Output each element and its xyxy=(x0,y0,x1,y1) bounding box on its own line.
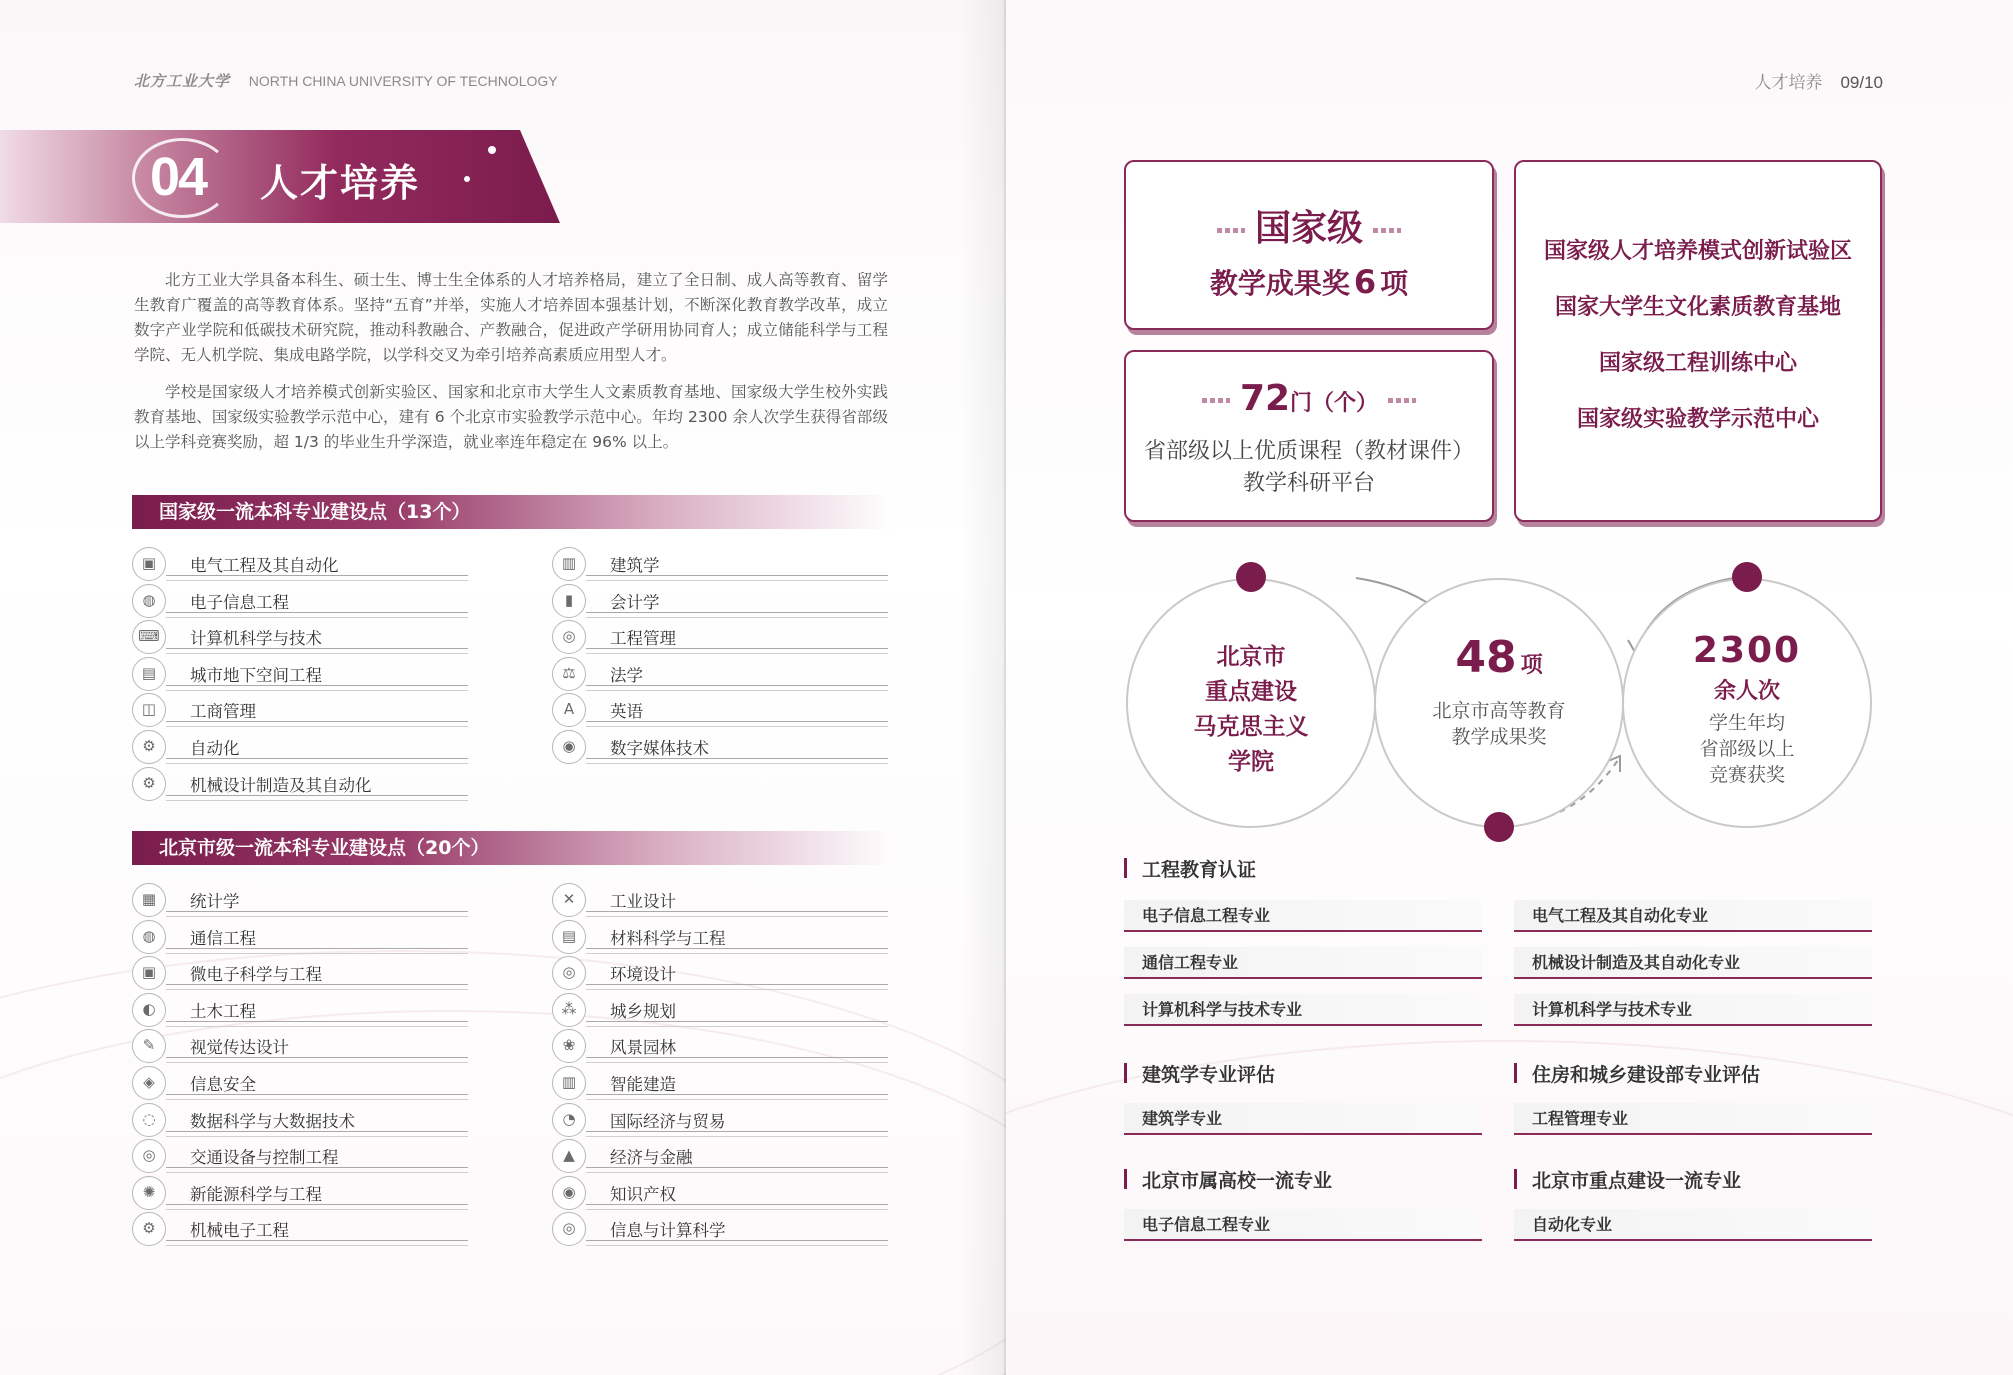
marxism-college-text: 北京市 重点建设 马克思主义 学院 xyxy=(1193,644,1309,775)
chapter-number: 04 xyxy=(150,147,207,207)
row-underline xyxy=(166,653,468,654)
major-item xyxy=(132,730,468,764)
major-item xyxy=(132,920,468,954)
major-label: 通信工程 xyxy=(190,928,256,948)
major-label: 自动化 xyxy=(190,739,240,758)
major-item xyxy=(552,1066,888,1100)
row-underline xyxy=(586,1209,888,1210)
marxism-college-circle xyxy=(1126,578,1376,828)
major-label: 会计学 xyxy=(610,592,660,612)
major-item xyxy=(552,730,888,764)
major-label: 计算机科学与技术 xyxy=(190,629,322,649)
major-item xyxy=(132,1066,468,1100)
row-underline xyxy=(586,617,888,618)
dash-decoration xyxy=(1217,228,1245,233)
major-label: 法学 xyxy=(610,665,643,685)
row-underline xyxy=(586,989,888,990)
row-underline xyxy=(586,726,888,727)
major-item xyxy=(132,993,468,1027)
arch-eval-item: 建筑学专业 xyxy=(1124,1103,1482,1135)
row-underline xyxy=(586,1062,888,1063)
major-item xyxy=(132,657,468,691)
major-item xyxy=(132,584,468,618)
microchip-icon: ▣ xyxy=(132,956,166,990)
brand-cn: 北方工业大学 xyxy=(134,72,231,90)
row-underline xyxy=(586,1172,888,1173)
major-item xyxy=(552,693,888,727)
national-base-item: 国家级实验教学示范中心 xyxy=(1576,407,1819,432)
design-icon: ✎ xyxy=(132,1029,166,1063)
finance-icon: ▲ xyxy=(552,1139,586,1173)
banner-dot xyxy=(464,176,470,182)
city-building-icon: ▤ xyxy=(132,657,166,691)
eng-cert-item: 机械设计制造及其自动化专业 xyxy=(1514,947,1872,979)
circle-dot xyxy=(1484,812,1514,842)
major-item xyxy=(552,584,888,618)
major-label: 数字媒体技术 xyxy=(610,739,709,758)
bulb-data-icon: ◌ xyxy=(132,1103,166,1137)
network-icon: ⁂ xyxy=(552,993,586,1027)
math-icon: ◎ xyxy=(552,1212,586,1246)
major-item xyxy=(552,620,888,654)
major-item xyxy=(132,956,468,990)
award-line: 教学成果奖 6 项 xyxy=(1209,263,1409,301)
row-underline xyxy=(586,763,888,764)
award-level: 国家级 xyxy=(1126,200,1492,251)
code-monitor-icon: ⌨ xyxy=(132,620,166,654)
major-item xyxy=(132,1212,468,1246)
teaching-award-card xyxy=(1124,160,1494,330)
row-underline xyxy=(166,1062,468,1063)
right-page xyxy=(1006,0,2013,1375)
brand-en: NORTH CHINA UNIVERSITY OF TECHNOLOGY xyxy=(248,73,558,89)
major-label: 土木工程 xyxy=(190,1001,256,1021)
shield-icon: ◈ xyxy=(132,1066,166,1100)
gears-icon: ⚙ xyxy=(132,767,166,801)
row-underline xyxy=(586,1245,888,1246)
major-label: 电子信息工程 xyxy=(190,592,289,612)
national-majors-heading: 国家级一流本科专业建设点（13个） xyxy=(132,495,892,529)
major-item xyxy=(552,1103,888,1137)
row-underline xyxy=(166,989,468,990)
traffic-icon: ◎ xyxy=(132,1139,166,1173)
bar-chart-icon: ▮ xyxy=(552,584,586,618)
row-underline xyxy=(166,763,468,764)
banner-dot xyxy=(488,146,496,154)
header-section-name: 人才培养 xyxy=(1754,73,1823,93)
scales-icon: ⚖ xyxy=(552,657,586,691)
major-item xyxy=(552,956,888,990)
competition-text: 学生年均 省部级以上 竞赛获奖 xyxy=(1699,712,1795,786)
major-label: 机械设计制造及其自动化 xyxy=(190,775,372,795)
major-label: 工程管理 xyxy=(610,629,676,649)
competition-count: 2300 xyxy=(1692,630,1802,671)
intro-paragraph-2: 学校是国家级人才培养模式创新实验区、国家和北京市大学生人文素质教育基地、国家级大学生校外实践教育基地、国家级实验教学示范中心，建有 6 个北京市实验教学示范中心。年均 2300 余人次学生获得省部级以上学科竞赛奖励，超 1/3 的毕业生升学深造，就业率连年稳定在 96% 以上。 xyxy=(134,383,888,451)
intro-paragraph-1: 北方工业大学具备本科生、硕士生、博士生全体系的人才培养格局，建立了全日制、成人高等教育、留学生教育广覆盖的高等教育体系。坚持“五育”并举，实施人才培养固本强基计划，不断深化教育教学改革，成立数字产业学院和低碳技术研究院，推动科教融合、产教融合，促进政产学研用协同育人；成立储能科学与工程学院、无人机学院、集成电路学院，以学科交叉为牵引培养高素质应用型人才。 xyxy=(134,271,888,364)
tools-icon: ✕ xyxy=(552,883,586,917)
major-item xyxy=(132,1029,468,1063)
major-label: 工业设计 xyxy=(610,892,676,911)
row-underline xyxy=(586,916,888,917)
courses-line1: 省部级以上优质课程（教材课件） xyxy=(1143,439,1474,464)
major-label: 材料科学与工程 xyxy=(610,928,726,948)
row-underline xyxy=(586,690,888,691)
beijing-award-circle xyxy=(1374,578,1624,828)
national-base-item: 国家大学生文化素质教育基地 xyxy=(1554,295,1841,320)
media-icon: ◉ xyxy=(552,730,586,764)
major-label: 信息与计算科学 xyxy=(610,1221,726,1241)
page-number: 09/10 xyxy=(1840,73,1883,92)
row-underline xyxy=(166,690,468,691)
major-item xyxy=(132,767,468,801)
major-label: 建筑学 xyxy=(610,556,660,575)
major-label: 智能建造 xyxy=(610,1075,676,1094)
circle-dot xyxy=(1732,562,1762,592)
statistics-icon: ▦ xyxy=(132,883,166,917)
robot-icon: ⚙ xyxy=(132,1212,166,1246)
row-underline xyxy=(586,1136,888,1137)
national-bases-card xyxy=(1514,160,1882,522)
globe-icon: ◐ xyxy=(132,993,166,1027)
major-label: 信息安全 xyxy=(190,1075,256,1094)
major-label: 微电子科学与工程 xyxy=(190,965,322,985)
eng-cert-heading: 工程教育认证 xyxy=(1124,855,1256,882)
major-label: 城乡规划 xyxy=(610,1001,676,1021)
row-underline xyxy=(166,916,468,917)
smart-building-icon: ▥ xyxy=(552,1066,586,1100)
major-item xyxy=(132,547,468,581)
major-label: 数据科学与大数据技术 xyxy=(190,1111,355,1131)
major-label: 风景园林 xyxy=(610,1038,676,1058)
major-item xyxy=(552,920,888,954)
major-item xyxy=(552,1029,888,1063)
circle-dot xyxy=(1236,562,1266,592)
major-label: 视觉传达设计 xyxy=(190,1038,289,1058)
major-item xyxy=(132,1103,468,1137)
row-underline xyxy=(166,1099,468,1100)
row-underline xyxy=(166,726,468,727)
courses-count: 72门（个） xyxy=(1126,378,1492,419)
communication-icon: ◍ xyxy=(132,920,166,954)
robot-arm-icon: ⚙ xyxy=(132,730,166,764)
major-label: 交通设备与控制工程 xyxy=(190,1148,339,1168)
housing-eval-heading: 住房和城乡建设部专业评估 xyxy=(1514,1060,1760,1087)
dash-decoration xyxy=(1373,228,1401,233)
major-item xyxy=(552,993,888,1027)
engineering-icon: ◎ xyxy=(552,620,586,654)
row-underline xyxy=(166,580,468,581)
arch-eval-heading: 建筑学专业评估 xyxy=(1124,1060,1275,1087)
major-item xyxy=(132,1139,468,1173)
dash-decoration xyxy=(1202,398,1230,403)
row-underline xyxy=(166,800,468,801)
major-label: 知识产权 xyxy=(610,1184,676,1204)
dash-decoration xyxy=(1388,398,1416,403)
row-underline xyxy=(166,1172,468,1173)
major-item xyxy=(132,1176,468,1210)
major-item xyxy=(132,693,468,727)
ip-icon: ◉ xyxy=(552,1176,586,1210)
major-item xyxy=(552,657,888,691)
row-underline xyxy=(166,1026,468,1027)
major-item xyxy=(552,547,888,581)
landscape-icon: ❀ xyxy=(552,1029,586,1063)
row-underline xyxy=(586,1026,888,1027)
national-base-item: 国家级人才培养模式创新试验区 xyxy=(1543,239,1852,264)
major-label: 新能源科学与工程 xyxy=(190,1184,322,1204)
quality-courses-card xyxy=(1124,350,1494,522)
major-item xyxy=(552,883,888,917)
major-label: 工商管理 xyxy=(190,702,256,722)
major-item xyxy=(552,1139,888,1173)
major-item xyxy=(132,883,468,917)
briefcase-icon: ◫ xyxy=(132,693,166,727)
national-base-item: 国家级工程训练中心 xyxy=(1598,351,1797,376)
major-label: 国际经济与贸易 xyxy=(610,1111,726,1131)
eng-cert-item: 电气工程及其自动化专业 xyxy=(1514,900,1872,932)
major-label: 环境设计 xyxy=(610,965,676,985)
university-brand xyxy=(134,70,558,91)
major-label: 经济与金融 xyxy=(610,1148,693,1168)
building-icon: ▥ xyxy=(552,547,586,581)
eng-cert-item: 电子信息工程专业 xyxy=(1124,900,1482,932)
atom-icon: ✺ xyxy=(132,1176,166,1210)
row-underline xyxy=(166,1136,468,1137)
beijing-award-text: 北京市高等教育 教学成果奖 xyxy=(1432,700,1566,748)
major-label: 英语 xyxy=(610,702,643,722)
bj-univ-item: 电子信息工程专业 xyxy=(1124,1209,1482,1241)
materials-icon: ▤ xyxy=(552,920,586,954)
bj-univ-heading: 北京市属高校一流专业 xyxy=(1124,1166,1332,1193)
major-item xyxy=(552,1176,888,1210)
eng-cert-item: 通信工程专业 xyxy=(1124,947,1482,979)
eng-cert-item: 计算机科学与技术专业 xyxy=(1124,994,1482,1026)
page-header xyxy=(1754,68,1883,93)
row-underline xyxy=(586,580,888,581)
competition-unit: 余人次 xyxy=(1713,679,1780,704)
wave-decoration xyxy=(1006,1040,2013,1375)
beijing-award-count: 48 项 xyxy=(1455,632,1543,683)
row-underline xyxy=(586,1099,888,1100)
eng-cert-item: 计算机科学与技术专业 xyxy=(1514,994,1872,1026)
major-label: 城市地下空间工程 xyxy=(190,665,322,685)
bj-key-item: 自动化专业 xyxy=(1514,1209,1872,1241)
beijing-majors-heading: 北京市级一流本科专业建设点（20个） xyxy=(132,831,892,865)
row-underline xyxy=(166,1209,468,1210)
major-item xyxy=(132,620,468,654)
chapter-title: 人才培养 xyxy=(260,161,421,205)
row-underline xyxy=(586,653,888,654)
bj-key-heading: 北京市重点建设一流专业 xyxy=(1514,1166,1741,1193)
language-icon: A xyxy=(552,693,586,727)
left-page xyxy=(0,0,1006,1375)
major-label: 机械电子工程 xyxy=(190,1221,289,1241)
row-underline xyxy=(166,1245,468,1246)
chip-icon: ▣ xyxy=(132,547,166,581)
trade-icon: ◔ xyxy=(552,1103,586,1137)
major-label: 电气工程及其自动化 xyxy=(190,556,339,575)
row-underline xyxy=(166,953,468,954)
row-underline xyxy=(586,953,888,954)
competition-circle xyxy=(1622,578,1872,828)
environment-icon: ◎ xyxy=(552,956,586,990)
row-underline xyxy=(166,617,468,618)
major-label: 统计学 xyxy=(190,892,240,911)
housing-eval-item: 工程管理专业 xyxy=(1514,1103,1872,1135)
major-item xyxy=(552,1212,888,1246)
satellite-icon: ◍ xyxy=(132,584,166,618)
courses-line2: 教学科研平台 xyxy=(1242,471,1375,496)
